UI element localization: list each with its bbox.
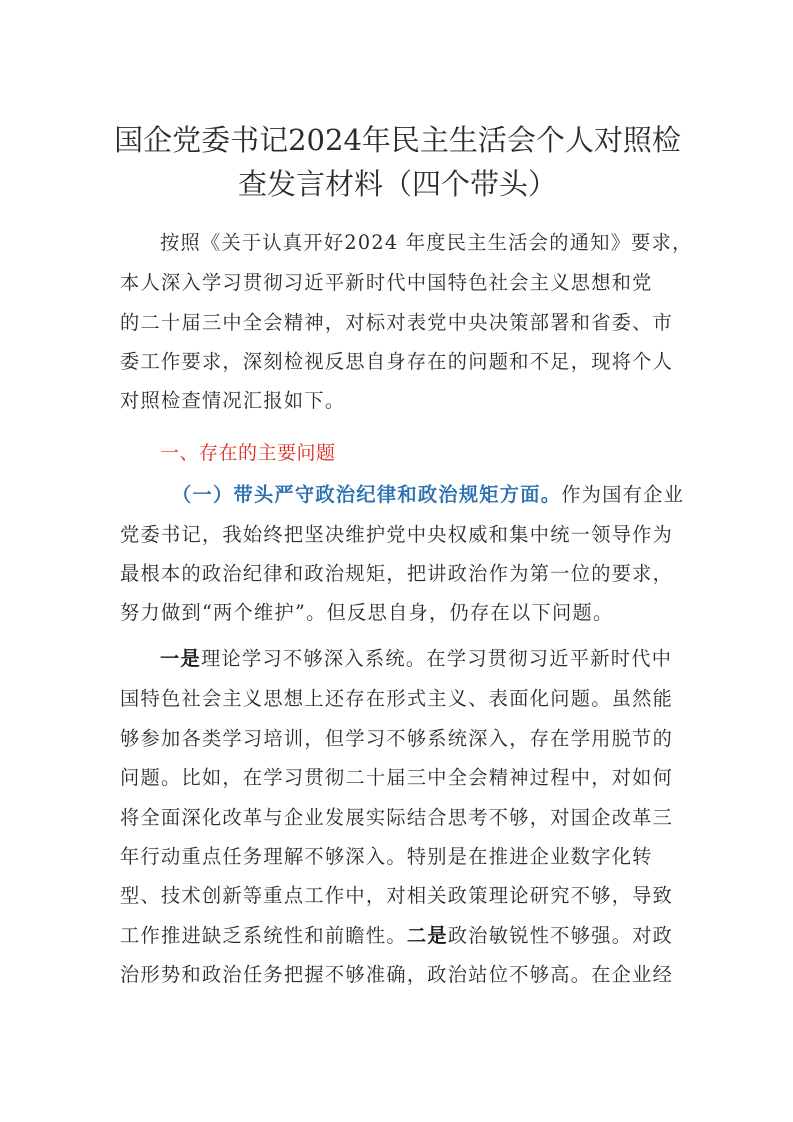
point-2-lead: 二是 [406, 924, 448, 947]
section-heading-1: 一、存在的主要问题 [160, 442, 336, 464]
subsection-1-line1-rest: 作为国有企业 [561, 483, 685, 506]
intro-line-2: 本人深入学习贯彻习近平新时代中国特色社会主义思想和党 [120, 271, 653, 294]
point-1-line-3: 够参加各类学习培训，但学习不够系统深入，存在学用脱节的 [120, 727, 674, 750]
point-1-line-5: 将全面深化改革与企业发展实际结合思考不够，对国企改革三 [120, 806, 674, 829]
subsection-1-line-3: 最根本的政治纪律和政治规矩，把讲政治作为第一位的要求， [120, 562, 674, 585]
document-title [110, 118, 685, 206]
intro-line-4: 委工作要求，深刻检视反思自身存在的问题和不足，现将个人 [120, 350, 674, 373]
title-line-1: 国企党委书记2024年民主生活会个人对照检 [114, 123, 681, 157]
subsection-1-line-2: 党委书记，我始终把坚决维护党中央权威和集中统一领导作为 [120, 523, 674, 546]
point-1-line-6: 年行动重点任务理解不够深入。特别是在推进企业数字化转 [120, 845, 653, 868]
intro-line-3: 的二十届三中全会精神，对标对表党中央决策部署和省委、市 [120, 311, 674, 334]
point-2-line-rest: 政治敏锐性不够强。对政 [447, 924, 674, 947]
point-2-line-2: 治形势和政治任务把握不够准确，政治站位不够高。在企业经 [120, 963, 674, 986]
subsection-1-heading: （一）带头严守政治纪律和政治规矩方面。 [172, 483, 562, 506]
point-1-line-2: 国特色社会主义思想上还存在形式主义、表面化问题。虽然能 [120, 687, 674, 710]
point-1-line-8 [120, 921, 673, 951]
intro-line-1: 按照《关于认真开好2024 年度民主生活会的通知》要求， [160, 231, 693, 254]
point-1-last-line-pre: 工作推进缺乏系统性和前瞻性。 [120, 924, 407, 947]
intro-line-5: 对照检查情况汇报如下。 [120, 389, 346, 412]
point-1-line1-rest: 理论学习不够深入系统。在学习贯彻习近平新时代中 [200, 647, 673, 670]
point-1-first-line [160, 644, 672, 674]
point-1-line-7: 型、技术创新等重点工作中，对相关政策理论研究不够，导致 [120, 884, 674, 907]
subsection-1-first-line [172, 480, 684, 510]
point-1-line-4: 问题。比如，在学习贯彻二十届三中全会精神过程中，对如何 [120, 766, 674, 789]
title-line-2: 查发言材料（四个带头） [237, 167, 557, 201]
point-1-lead: 一是 [160, 647, 201, 670]
subsection-1-line-4: 努力做到“两个维护”。但反思自身，仍存在以下问题。 [120, 601, 614, 624]
